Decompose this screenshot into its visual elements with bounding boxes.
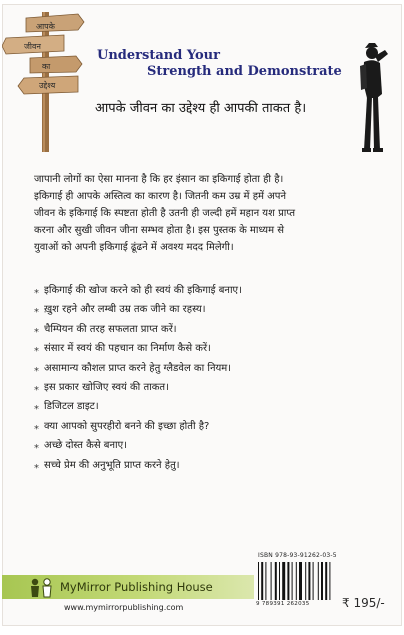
asterisk-icon: ⁎ xyxy=(34,401,39,413)
sign-label: आपके xyxy=(36,22,55,31)
list-item-text: अच्छे दोस्त कैसे बनाए। xyxy=(44,440,127,452)
description-paragraph xyxy=(34,171,379,256)
list-item-text: क्या आपको सुपरहीरो बनने की इच्छा होती है? xyxy=(44,420,210,432)
asterisk-icon: ⁎ xyxy=(34,381,39,393)
list-item-text: असामान्य कौशल प्राप्त करने हेतु ग्लैडवेल का नियम। xyxy=(44,362,232,374)
asterisk-icon: ⁎ xyxy=(34,343,39,355)
barcode-icon xyxy=(258,562,334,600)
asterisk-icon: ⁎ xyxy=(34,285,39,296)
cover-title xyxy=(97,48,357,80)
list-item-text: इस प्रकार खोजिए स्वयं की ताकत। xyxy=(44,381,169,393)
paragraph-line: इकिगाई ही आपके अस्तित्व का कारण है। जितनी कम उम्र में हमें अपने xyxy=(34,191,287,202)
publisher-url: www.mymirrorpublishing.com xyxy=(64,603,184,612)
price: ₹ 195/- xyxy=(342,596,385,610)
tagline: आपके जीवन का उद्देश्य ही आपकी ताकत है। xyxy=(95,101,307,116)
paragraph-line: युवाओं को अपनी इकिगाई ढूंढने में अवश्य मदद मिलेगी। xyxy=(34,242,234,253)
list-item xyxy=(34,321,379,340)
sign-label: का xyxy=(42,62,51,71)
list-item-text: चैम्पियन की तरह सफलता प्राप्त करें। xyxy=(44,323,177,335)
book-back-cover xyxy=(2,4,402,626)
publisher-banner xyxy=(2,575,254,599)
list-item-text: संसार में स्वयं की पहचान का निर्माण कैसे करें। xyxy=(44,343,211,355)
list-item xyxy=(34,437,379,456)
topics-list xyxy=(34,282,379,476)
list-item xyxy=(34,301,379,320)
isbn-number: ISBN 978-93-91262-03-5 xyxy=(258,552,337,559)
hiker-silhouette-icon xyxy=(355,42,391,154)
list-item xyxy=(34,360,379,379)
list-item xyxy=(34,418,379,437)
list-item-text: डिजिटल डाइट। xyxy=(44,401,99,413)
list-item-text: सच्चे प्रेम की अनुभूति प्राप्त करने हेतु। xyxy=(44,459,180,471)
list-item-text: इकिगाई की खोज करने को ही स्वयं की इकिगाई बनाए। xyxy=(44,285,242,296)
paragraph-line: जापानी लोगों का ऐसा मानना है कि हर इंसान का इकिगाई होता ही है। xyxy=(34,174,284,185)
barcode-digits: 9 789391 262035 xyxy=(256,601,310,607)
publisher-logo-icon xyxy=(28,577,54,598)
list-item xyxy=(34,379,379,398)
sign-label: जीवन xyxy=(24,42,41,51)
title-line-1: Understand Your xyxy=(97,48,220,63)
list-item xyxy=(34,282,379,301)
asterisk-icon: ⁎ xyxy=(34,459,39,471)
title-line-2: Strength and Demonstrate xyxy=(147,64,342,79)
paragraph-line: करना और सुखी जीवन जीना सम्भव होता है। इस पुस्तक के माध्यम से xyxy=(34,225,284,236)
asterisk-icon: ⁎ xyxy=(34,323,39,335)
asterisk-icon: ⁎ xyxy=(34,420,39,432)
asterisk-icon: ⁎ xyxy=(34,304,39,316)
publisher-name: MyMirror Publishing House xyxy=(60,580,213,594)
signpost-illustration xyxy=(2,4,88,152)
list-item xyxy=(34,457,379,476)
sign-label: उद्देश्य xyxy=(39,81,56,90)
list-item xyxy=(34,340,379,359)
asterisk-icon: ⁎ xyxy=(34,440,39,452)
list-item xyxy=(34,398,379,417)
list-item-text: ख़ुश रहने और लम्बी उम्र तक जीने का रहस्य। xyxy=(44,304,206,316)
asterisk-icon: ⁎ xyxy=(34,362,39,374)
paragraph-line: जीवन के इकिगाई कि स्पष्टता होती है उतनी ही जल्दी हमें महान यश प्राप्त xyxy=(34,208,296,219)
